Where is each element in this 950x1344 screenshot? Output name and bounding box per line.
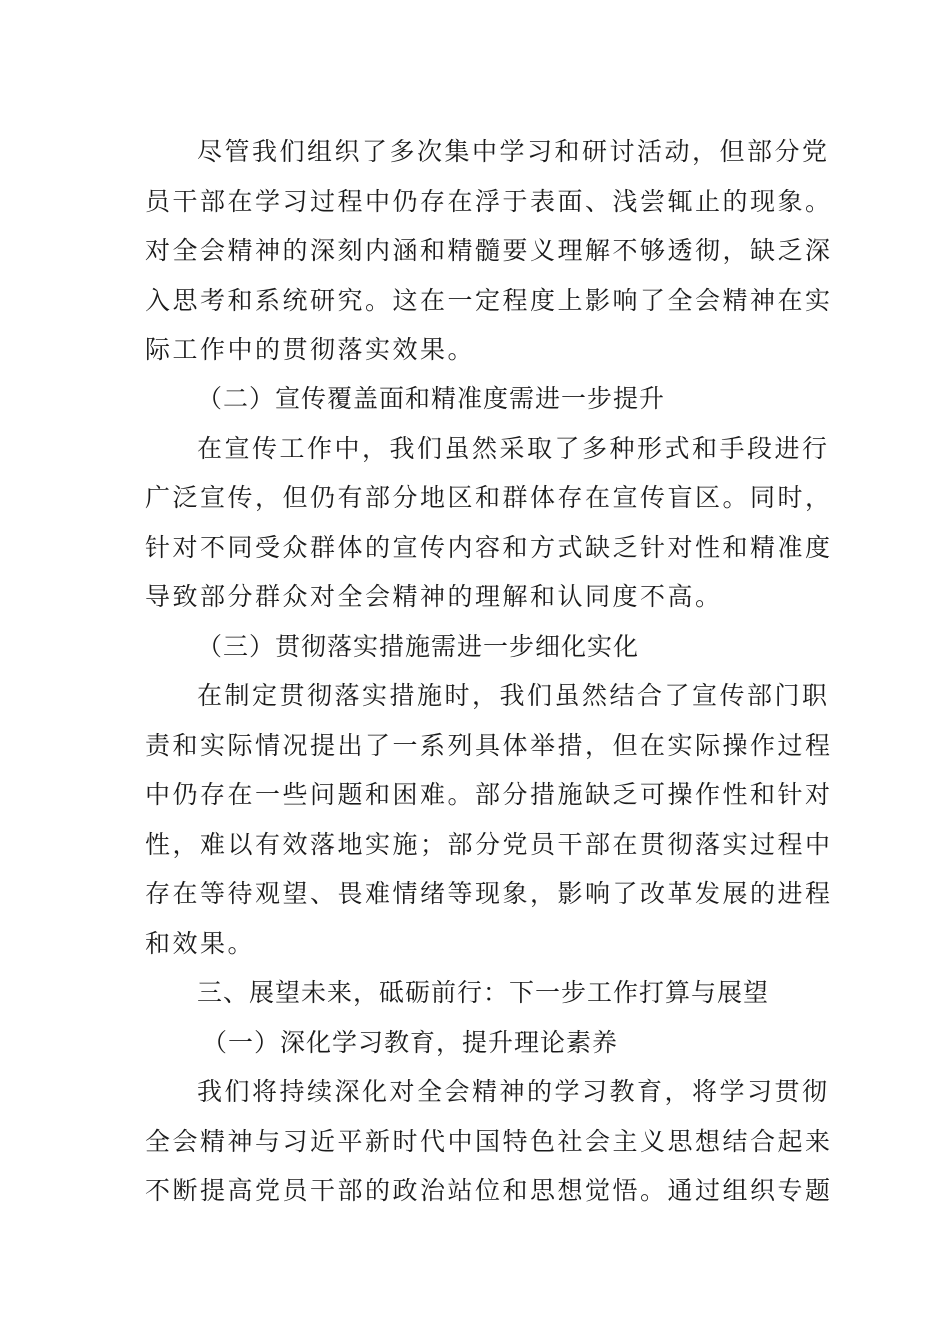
paragraph-line: 广泛宣传，但仍有部分地区和群体存在宣传盲区。同时，	[145, 483, 833, 512]
paragraph-line: 际工作中的贯彻落实效果。	[145, 335, 476, 364]
paragraph-line: 针对不同受众群体的宣传内容和方式缺乏针对性和精准度	[145, 533, 833, 562]
paragraph-line: 全会精神与习近平新时代中国特色社会主义思想结合起来	[145, 1127, 833, 1156]
chapter-heading: 三、展望未来，砥砺前行：下一步工作打算与展望	[197, 978, 770, 1007]
paragraph-line: 尽管我们组织了多次集中学习和研讨活动，但部分党	[197, 137, 830, 166]
paragraph-line: 我们将持续深化对全会精神的学习教育，将学习贯彻	[197, 1077, 830, 1106]
paragraph-line: 中仍存在一些问题和困难。部分措施缺乏可操作性和针对	[145, 780, 833, 809]
paragraph-line: 责和实际情况提出了一系列具体举措，但在实际操作过程	[145, 731, 833, 760]
paragraph-line: 性，难以有效落地实施；部分党员干部在贯彻落实过程中	[145, 830, 833, 859]
paragraph-line: 导致部分群众对全会精神的理解和认同度不高。	[145, 582, 723, 611]
paragraph-line: 和效果。	[145, 929, 256, 958]
section-heading: （一）深化学习教育，提升理论素养	[202, 1028, 619, 1057]
section-heading: （二）宣传覆盖面和精准度需进一步提升	[197, 384, 666, 413]
paragraph-line: 在制定贯彻落实措施时，我们虽然结合了宣传部门职	[197, 681, 830, 710]
paragraph-line: 在宣传工作中，我们虽然采取了多种形式和手段进行	[197, 434, 830, 463]
paragraph-line: 对全会精神的深刻内涵和精髓要义理解不够透彻，缺乏深	[145, 236, 833, 265]
paragraph-line: 不断提高党员干部的政治站位和思想觉悟。通过组织专题	[145, 1176, 833, 1205]
section-heading: （三）贯彻落实措施需进一步细化实化	[197, 632, 640, 661]
paragraph-line: 员干部在学习过程中仍存在浮于表面、浅尝辄止的现象。	[145, 187, 833, 216]
paragraph-line: 存在等待观望、畏难情绪等现象，影响了改革发展的进程	[145, 879, 833, 908]
paragraph-line: 入思考和系统研究。这在一定程度上影响了全会精神在实	[145, 286, 833, 315]
